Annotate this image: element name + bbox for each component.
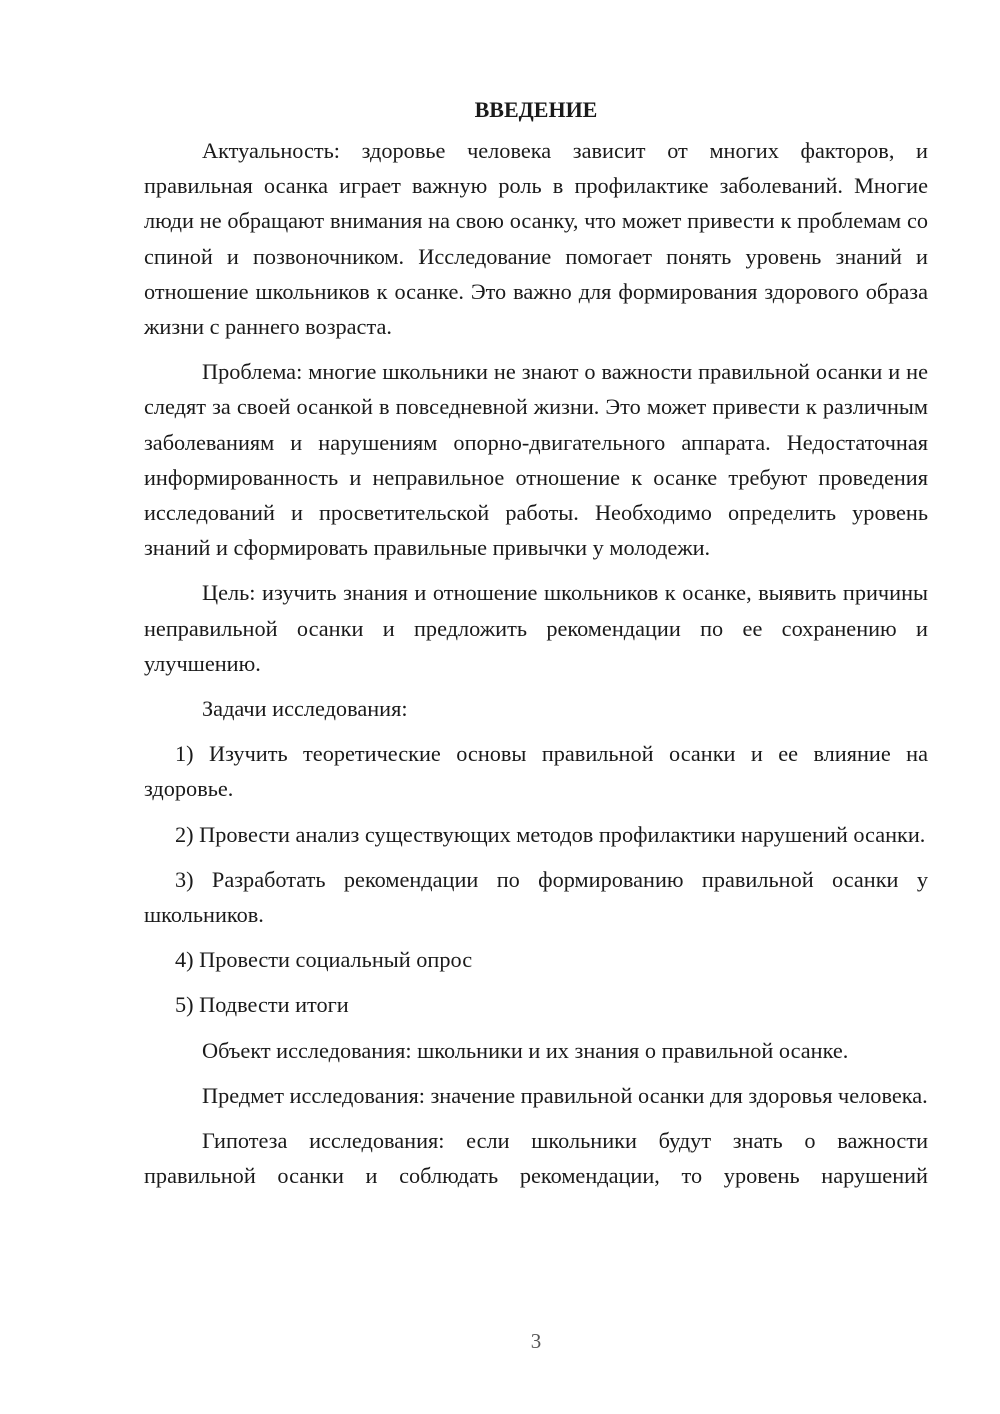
task-item-4: 4) Провести социальный опрос [175,947,473,973]
task-item-3: 3) Разработать рекомендации по формированию правильной осанки у школьников. [144,866,928,928]
tasks-heading: Задачи исследования: [202,696,408,722]
hypothesis-paragraph: Гипотеза исследования: если школьники будут знать о важности правильной осанки и соблюдать рекомендации, то уровень нарушений [144,1128,928,1189]
object-paragraph: Объект исследования: школьники и их знания о правильной осанке. [202,1037,849,1063]
task-item-1: 1) Изучить теоретические основы правильной осанки и ее влияние на здоровье. [144,741,928,802]
task-item-2: 2) Провести анализ существующих методов профилактики нарушений осанки. [175,821,926,847]
page-number: 3 [530,1329,542,1353]
goal-paragraph: Цель: изучить знания и отношение школьников к осанке, выявить причины неправильной осанки и предложить рекомендации по ее сохранению и улучшению. [144,580,928,676]
subject-paragraph: Предмет исследования: значение правильной осанки для здоровья человека. [202,1082,928,1108]
task-item-5: 5) Подвести итоги [175,992,349,1018]
relevance-paragraph: Актуальность: здоровье человека зависит от многих факторов, и правильная осанка играет важную роль в профилактике заболеваний. Многие люди не обращают внимания на свою осанку, что может привести к проблемам со спиной и позвоночником. Исследование помогает понять уровень знаний и отношение школьников к осанке. Это важно для формирования здорового образа жизни с раннего возраста. [144,138,928,340]
problem-paragraph: Проблема: многие школьники не знают о важности правильной осанки и не следят за своей осанкой в повседневной жизни. Это может привести к различным заболеваниям и нарушениям опорно-двигательного аппарата. Недостаточная информированность и неправильное отношение к осанке требуют проведения исследований и просветительской работы. Необходимо определить уровень знаний и сформировать правильные привычки у молодежи. [144,359,928,561]
page-title: ВВЕДЕНИЕ [474,97,598,122]
document-page [144,92,928,1203]
